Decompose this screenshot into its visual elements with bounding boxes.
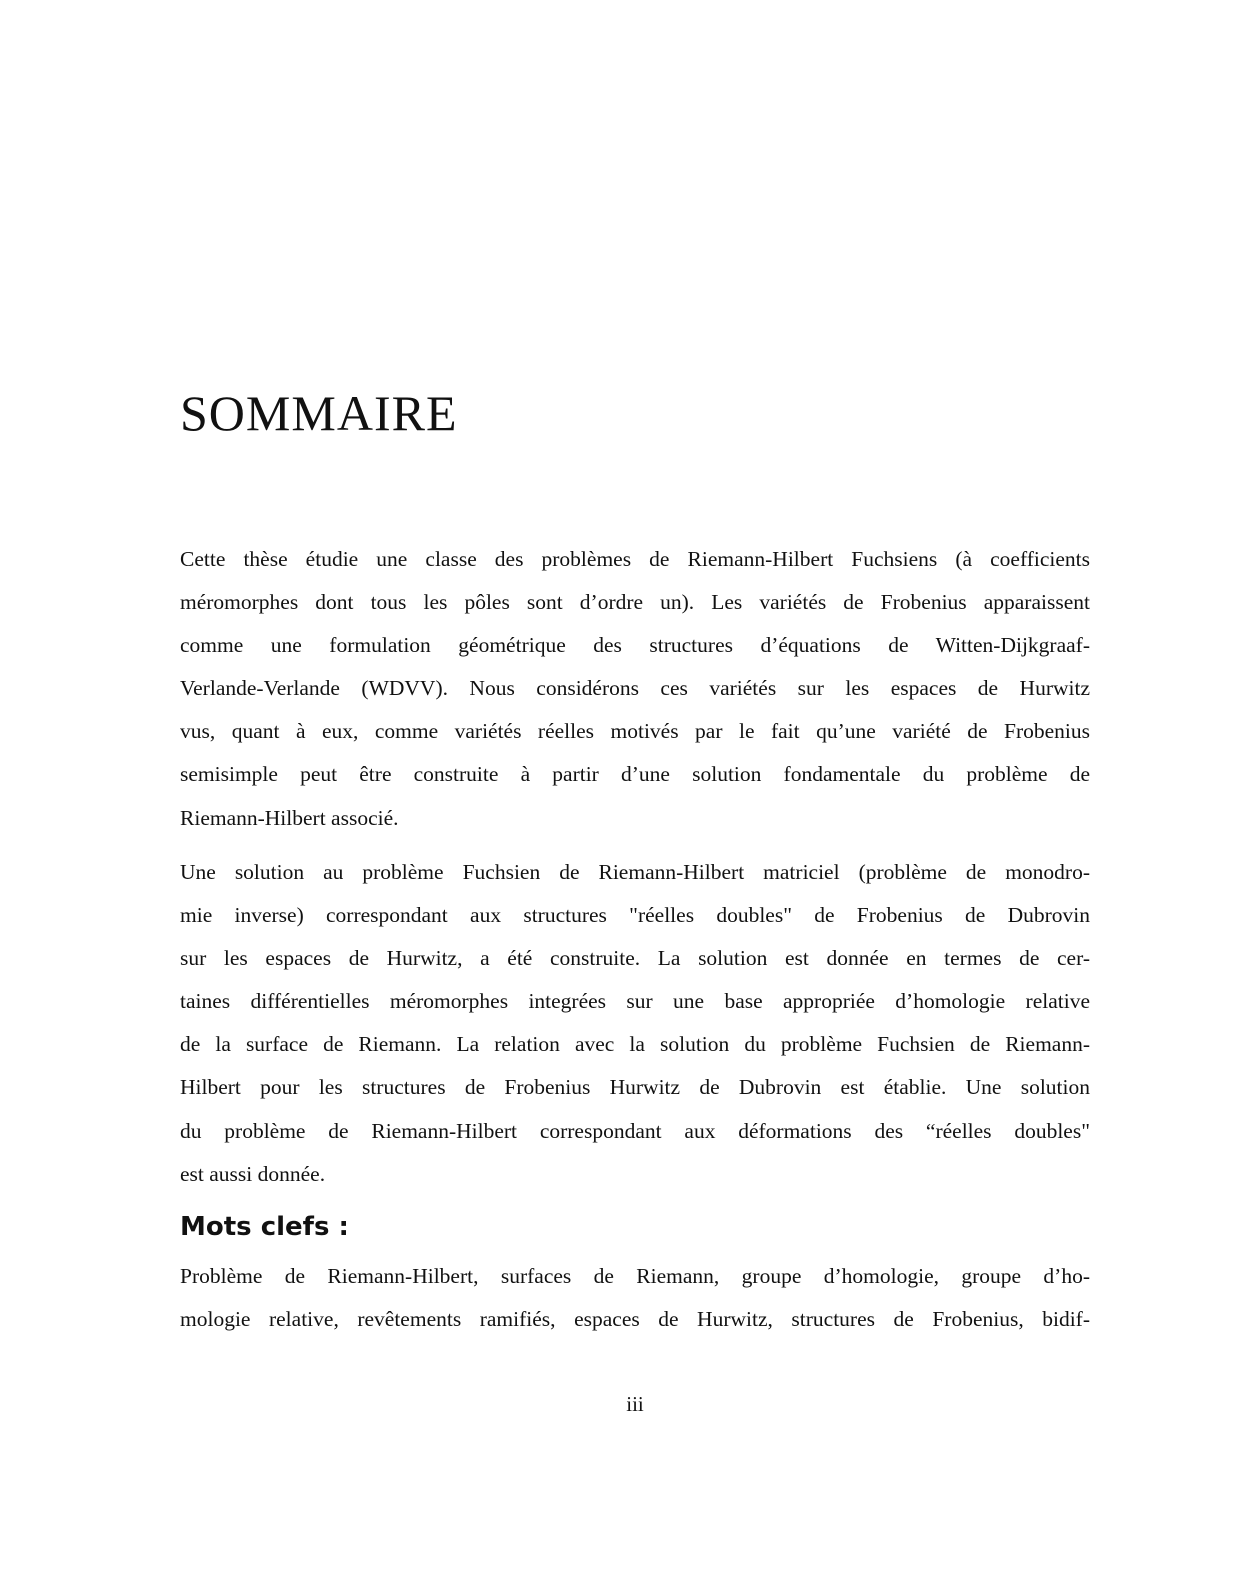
text-line: Riemann-Hilbert associé. xyxy=(180,805,399,830)
text-line: méromorphes dont tous les pôles sont d’ordre un). Les variétés de Frobenius apparaissent xyxy=(180,590,1090,615)
abstract-paragraph-1 xyxy=(180,538,1090,840)
text-line: Hilbert pour les structures de Frobenius Hurwitz de Dubrovin est établie. Une solution xyxy=(180,1075,1090,1100)
text-line: semisimple peut être construite à partir d’une solution fondamentale du problème de xyxy=(180,762,1090,787)
abstract-paragraph-2 xyxy=(180,851,1090,1196)
text-line: sur les espaces de Hurwitz, a été construite. La solution est donnée en termes de cer- xyxy=(180,946,1090,971)
page-number: iii xyxy=(626,1392,644,1416)
text-line: Verlande-Verlande (WDVV). Nous considérons ces variétés sur les espaces de Hurwitz xyxy=(180,676,1090,701)
text-line: du problème de Riemann-Hilbert correspondant aux déformations des “réelles doubles" xyxy=(180,1118,1090,1143)
text-line: taines différentielles méromorphes integrées sur une base appropriée d’homologie relative xyxy=(180,989,1090,1014)
keywords-list xyxy=(180,1255,1090,1341)
page-title: SOMMAIRE xyxy=(180,385,458,441)
text-line: mie inverse) correspondant aux structures "réelles doubles" de Frobenius de Dubrovin xyxy=(180,903,1090,928)
text-line: comme une formulation géométrique des structures d’équations de Witten-Dijkgraaf- xyxy=(180,633,1090,658)
text-line: Problème de Riemann-Hilbert, surfaces de Riemann, groupe d’homologie, groupe d’ho- xyxy=(180,1264,1090,1288)
text-line: mologie relative, revêtements ramifiés, espaces de Hurwitz, structures de Frobenius, bidif- xyxy=(180,1307,1090,1332)
keywords-heading: Mots clefs : xyxy=(180,1212,349,1242)
text-line: est aussi donnée. xyxy=(180,1161,326,1186)
text-line: Une solution au problème Fuchsien de Riemann-Hilbert matriciel (problème de monodro- xyxy=(180,860,1090,884)
text-line: de la surface de Riemann. La relation avec la solution du problème Fuchsien de Riemann- xyxy=(180,1032,1090,1057)
text-line: vus, quant à eux, comme variétés réelles motivés par le fait qu’une variété de Frobenius xyxy=(180,719,1090,744)
text-line: Cette thèse étudie une classe des problèmes de Riemann-Hilbert Fuchsiens (à coefficients xyxy=(180,547,1090,571)
